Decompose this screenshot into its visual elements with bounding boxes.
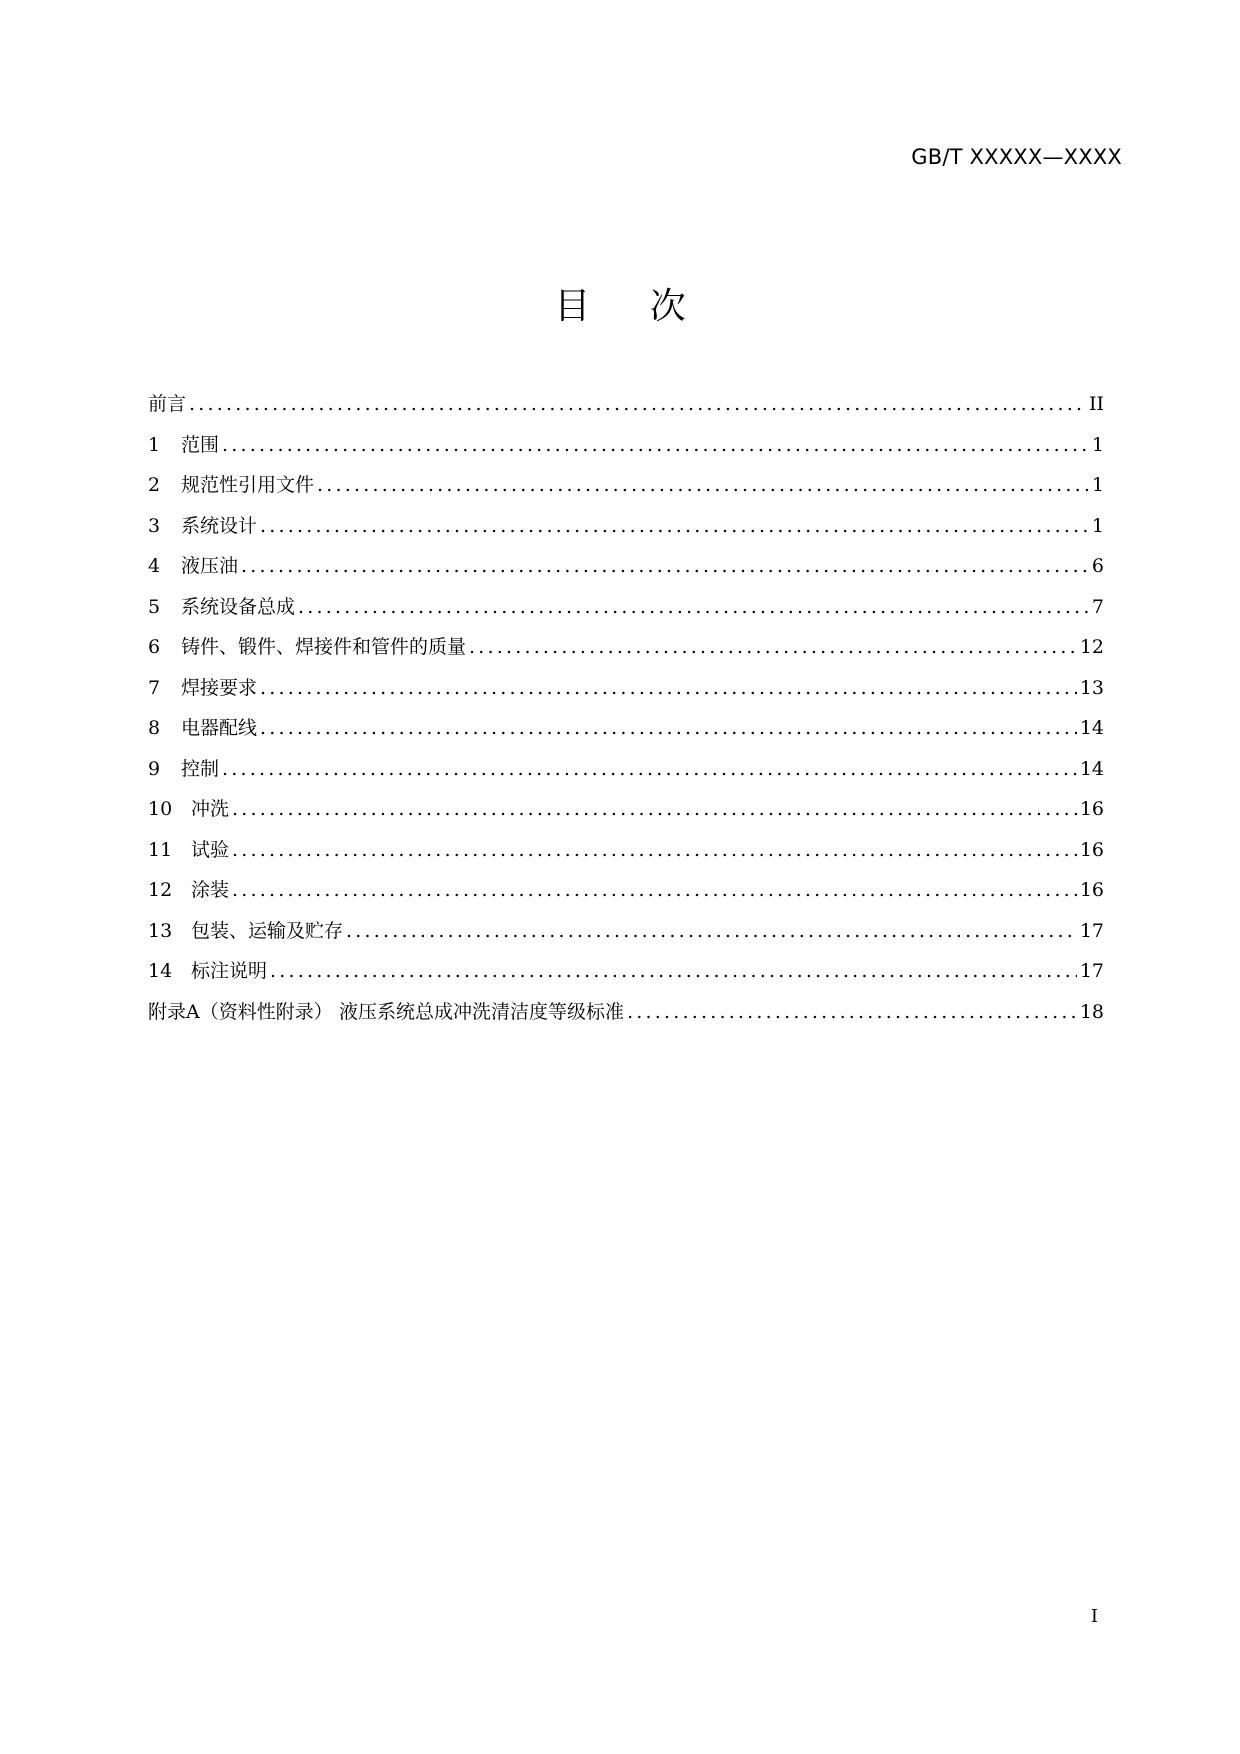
toc-entry-number: 14 [148, 960, 173, 982]
toc-entry-13[interactable] [148, 916, 1104, 957]
toc-entry-page: 14 [1079, 757, 1104, 780]
dot-leader [270, 960, 1077, 982]
toc-entry-number: 6 [148, 636, 161, 658]
toc-entry-page: 16 [1079, 879, 1104, 901]
dot-leader [260, 677, 1077, 699]
toc-entry-5[interactable] [148, 592, 1104, 633]
page-number: I [1090, 1606, 1098, 1627]
standard-number: GB/T XXXXX—XXXX [911, 145, 1122, 169]
toc-entry-foreword[interactable] [148, 389, 1104, 430]
toc-entry-label: 标注说明 [191, 960, 268, 982]
dot-leader [222, 434, 1089, 456]
dot-leader [317, 474, 1089, 496]
toc-entry-11[interactable] [148, 835, 1104, 876]
toc-entry-number: 9 [148, 757, 161, 780]
dot-leader [469, 636, 1077, 658]
toc-entry-8[interactable] [148, 713, 1104, 754]
toc-entry-9[interactable] [148, 754, 1104, 795]
toc-entry-page: 14 [1079, 717, 1104, 739]
toc-entry-number: 5 [148, 595, 161, 618]
toc-entry-2[interactable] [148, 470, 1104, 511]
toc-entry-page: 16 [1079, 798, 1104, 820]
toc-entry-page: 16 [1079, 838, 1104, 861]
table-of-contents [148, 389, 1104, 1037]
toc-entry-label: 涂装 [191, 879, 230, 901]
toc-entry-4[interactable] [148, 551, 1104, 592]
dot-leader [260, 717, 1077, 739]
toc-entry-label: 试验 [191, 838, 230, 861]
toc-entry-number: 10 [148, 798, 173, 820]
dot-leader [189, 393, 1086, 415]
dot-leader [298, 596, 1089, 618]
toc-entry-1[interactable] [148, 430, 1104, 471]
toc-entry-label: 系统设备总成 [181, 595, 296, 618]
toc-entry-page: 7 [1091, 595, 1104, 618]
toc-entry-label: 系统设计 [181, 514, 258, 537]
toc-entry-label: 范围 [181, 433, 220, 456]
toc-entry-label: 包装、运输及贮存 [191, 919, 344, 942]
toc-entry-label: 焊接要求 [181, 676, 258, 699]
toc-entry-label: 液压系统总成冲洗清洁度等级标准 [339, 1000, 625, 1023]
toc-entry-label: 规范性引用文件 [181, 474, 315, 496]
toc-entry-page: 13 [1079, 676, 1104, 699]
dot-leader [232, 839, 1077, 861]
toc-entry-page: II [1088, 393, 1104, 415]
toc-entry-label: 控制 [181, 757, 220, 780]
toc-entry-number: 4 [148, 555, 161, 577]
dot-leader [232, 798, 1077, 820]
toc-entry-label: 液压油 [181, 555, 239, 577]
toc-appendix-prefix: 附录A（资料性附录） [148, 1000, 333, 1023]
toc-entry-number: 1 [148, 433, 161, 456]
toc-entry-number: 12 [148, 879, 173, 901]
toc-entry-page: 12 [1079, 636, 1104, 658]
toc-entry-number: 7 [148, 676, 161, 699]
toc-entry-14[interactable] [148, 956, 1104, 997]
toc-entry-page: 1 [1091, 514, 1104, 537]
toc-entry-label: 电器配线 [181, 717, 258, 739]
toc-entry-page: 18 [1079, 1000, 1104, 1023]
toc-entry-page: 6 [1091, 555, 1104, 577]
toc-entry-label: 铸件、锻件、焊接件和管件的质量 [181, 636, 467, 658]
toc-entry-number: 11 [148, 838, 173, 861]
dot-leader [222, 758, 1077, 780]
toc-entry-number: 8 [148, 717, 161, 739]
toc-entry-page: 1 [1091, 433, 1104, 456]
toc-entry-appendix-a[interactable] [148, 997, 1104, 1038]
toc-entry-3[interactable] [148, 511, 1104, 552]
dot-leader [241, 555, 1089, 577]
dot-leader [232, 879, 1077, 901]
toc-entry-6[interactable] [148, 632, 1104, 673]
toc-entry-label: 前言 [148, 393, 187, 415]
toc-entry-number: 13 [148, 919, 173, 942]
dot-leader [627, 1001, 1077, 1023]
toc-entry-page: 17 [1079, 919, 1104, 942]
dot-leader [260, 515, 1089, 537]
toc-entry-page: 17 [1079, 960, 1104, 982]
toc-entry-page: 1 [1091, 474, 1104, 496]
dot-leader [346, 920, 1077, 942]
toc-entry-number: 3 [148, 514, 161, 537]
toc-entry-7[interactable] [148, 673, 1104, 714]
toc-entry-10[interactable] [148, 794, 1104, 835]
page-title: 目 次 [554, 286, 686, 327]
toc-entry-number: 2 [148, 474, 161, 496]
toc-entry-12[interactable] [148, 875, 1104, 916]
toc-entry-label: 冲洗 [191, 798, 230, 820]
